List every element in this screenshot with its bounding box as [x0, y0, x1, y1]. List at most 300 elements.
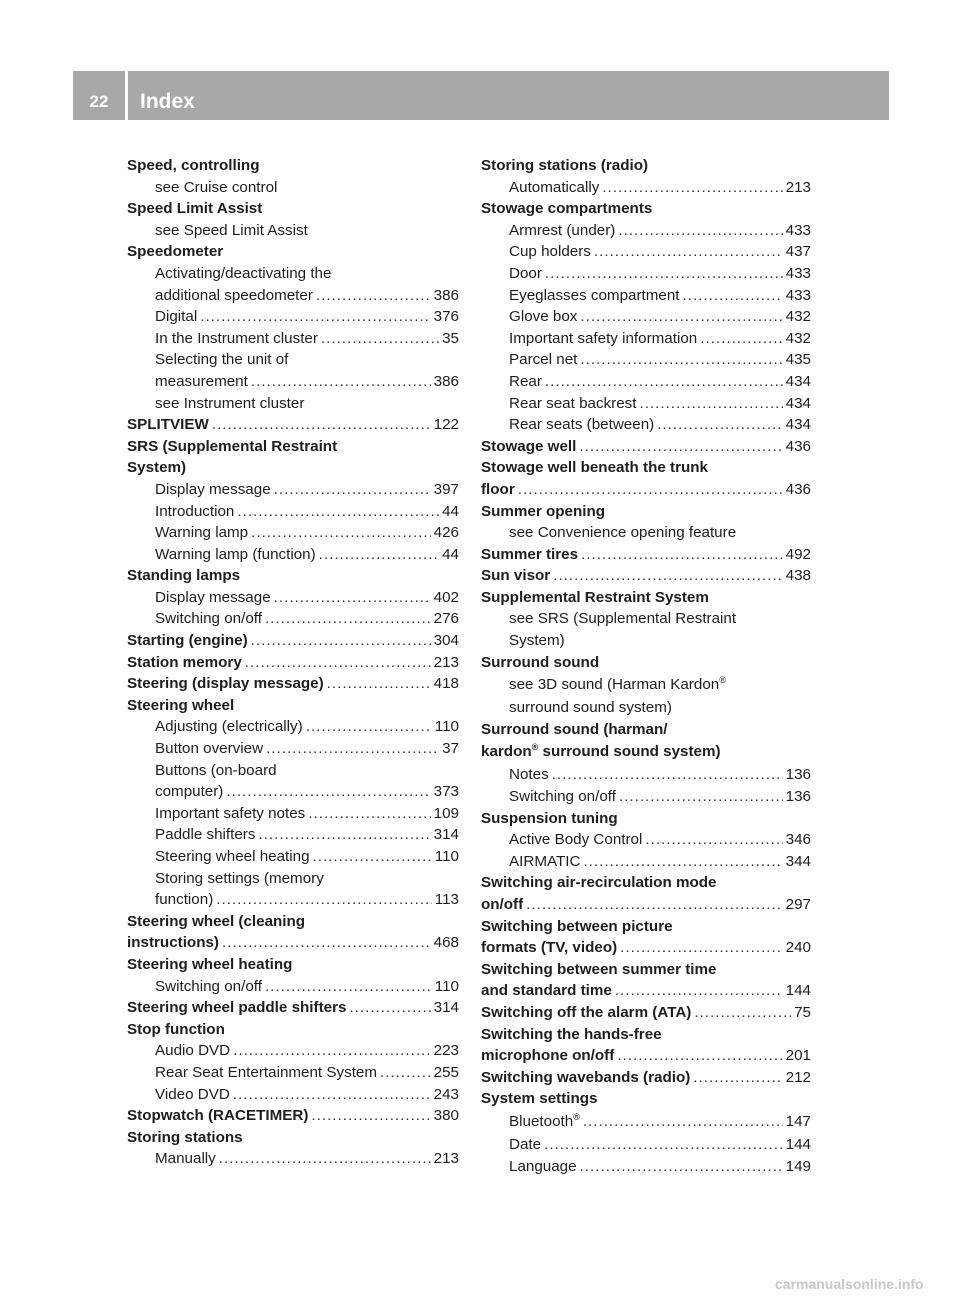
entry-label: Stop function	[127, 1020, 225, 1038]
index-subentry	[127, 868, 459, 890]
index-entry	[127, 911, 459, 933]
page-reference: 213	[433, 1150, 459, 1168]
entry-label: Rear	[509, 372, 542, 390]
index-entry	[481, 872, 811, 894]
page-reference: 434	[785, 394, 811, 412]
index-entry	[127, 414, 459, 436]
index-subentry	[481, 414, 811, 436]
entry-label: Speedometer	[127, 243, 224, 261]
entry-label: Digital	[155, 308, 198, 326]
index-subentry	[127, 760, 459, 782]
page-number: 22	[89, 92, 109, 111]
leader-dots	[233, 1084, 431, 1106]
entry-label: Language	[509, 1157, 577, 1175]
index-entry	[481, 501, 811, 523]
leader-dots	[216, 889, 432, 911]
index-entry	[481, 479, 811, 501]
leader-dots	[265, 608, 431, 630]
page-reference: 418	[433, 675, 459, 693]
index-entry	[481, 1067, 811, 1089]
entry-label: Eyeglasses compartment	[509, 286, 680, 304]
index-entry	[127, 695, 459, 717]
entry-label: computer)	[155, 783, 224, 801]
index-entry	[481, 1088, 811, 1110]
index-entry	[481, 719, 811, 741]
index-entry	[481, 198, 811, 220]
leader-dots	[694, 1002, 791, 1024]
entry-label: Bluetooth®	[509, 1111, 580, 1130]
index-subentry	[481, 263, 811, 285]
entry-label: Suspension tuning	[481, 809, 618, 827]
index-entry	[127, 652, 459, 674]
leader-dots	[700, 328, 782, 350]
index-subentry	[127, 349, 459, 371]
page-reference: 344	[785, 852, 811, 870]
entry-label: surround sound system)	[509, 699, 672, 717]
index-column-left	[127, 155, 459, 1170]
entry-label: on/off	[481, 896, 524, 913]
leader-dots	[311, 1105, 430, 1127]
entry-label: Stopwatch (RACETIMER)	[127, 1107, 309, 1125]
entry-label: see SRS (Supplemental Restraint	[509, 610, 737, 628]
entry-label: SRS (Supplemental Restraint	[127, 437, 338, 455]
leader-dots	[545, 371, 783, 393]
page-reference: 37	[442, 740, 459, 758]
entry-label: Display message	[155, 480, 271, 498]
index-subentry	[127, 393, 459, 415]
entry-label: SPLITVIEW	[127, 416, 209, 434]
entry-label: Steering wheel heating	[155, 848, 310, 865]
entry-label: Notes	[509, 766, 549, 784]
entry-label: Adjusting (electrically)	[155, 718, 303, 736]
page-reference: 304	[433, 632, 459, 650]
index-subentry	[127, 608, 459, 630]
entry-label: Sun visor	[481, 567, 551, 585]
leader-dots	[583, 851, 782, 873]
entry-label: Manually	[155, 1150, 216, 1168]
entry-label: microphone on/off	[481, 1047, 615, 1065]
entry-label: see Cruise control	[155, 178, 278, 196]
index-entry	[127, 457, 459, 479]
index-entry	[481, 565, 811, 587]
page-reference: 144	[785, 1135, 811, 1153]
page-reference: 110	[434, 848, 459, 865]
entry-label: Warning lamp (function)	[155, 545, 316, 563]
leader-dots	[580, 306, 782, 328]
index-subentry	[127, 479, 459, 501]
index-subentry	[481, 241, 811, 263]
entry-label: Storing stations	[127, 1128, 243, 1146]
entry-label: Rear Seat Entertainment System	[155, 1063, 378, 1081]
entry-label: Steering wheel heating	[127, 955, 293, 973]
entry-label: Date	[509, 1135, 542, 1153]
index-entry	[481, 587, 811, 609]
index-subentry	[127, 824, 459, 846]
index-subentry	[127, 220, 459, 242]
page-reference: 255	[433, 1063, 459, 1081]
leader-dots	[553, 565, 782, 587]
index-entry	[127, 241, 459, 263]
entry-label: instructions)	[127, 934, 219, 952]
leader-dots	[321, 328, 439, 350]
index-subentry	[127, 522, 459, 544]
entry-label: Active Body Control	[509, 831, 643, 849]
page-reference: 201	[785, 1047, 811, 1065]
entry-label: Starting (engine)	[127, 632, 248, 650]
index-subentry	[481, 371, 811, 393]
page-reference: 386	[433, 372, 459, 390]
page-reference: 468	[433, 934, 459, 952]
entry-label: Storing settings (memory	[155, 869, 324, 887]
entry-label: see 3D sound (Harman Kardon®	[509, 675, 726, 694]
index-entry	[127, 436, 459, 458]
entry-label: Steering wheel	[127, 696, 235, 714]
index-subentry	[127, 846, 459, 868]
page-reference: 434	[785, 372, 811, 390]
leader-dots	[615, 980, 783, 1002]
leader-dots	[274, 479, 431, 501]
leader-dots	[619, 786, 783, 808]
index-entry	[127, 198, 459, 220]
entry-label: Stowage well	[481, 437, 577, 455]
leader-dots	[222, 932, 431, 954]
page-reference: 213	[785, 178, 811, 196]
index-subentry	[127, 976, 459, 998]
entry-label: Switching between summer time	[481, 960, 717, 978]
index-subentry	[127, 328, 459, 350]
page-reference: 243	[433, 1085, 459, 1103]
page-reference: 147	[785, 1112, 811, 1130]
index-entry	[481, 1024, 811, 1046]
entry-label: Rear seats (between)	[509, 416, 655, 434]
index-subentry	[127, 177, 459, 199]
entry-label: Warning lamp	[155, 524, 249, 542]
page-reference: 346	[785, 831, 811, 849]
page-reference: 122	[433, 416, 459, 434]
entry-label: Switching air-recirculation mode	[481, 874, 717, 892]
index-entry	[481, 959, 811, 981]
entry-label: Station memory	[127, 653, 242, 671]
entry-label: see Instrument cluster	[155, 394, 305, 412]
index-subentry	[127, 263, 459, 285]
page-reference: 437	[785, 243, 811, 261]
leader-dots	[349, 997, 430, 1019]
leader-dots	[233, 1040, 431, 1062]
index-entry	[127, 1019, 459, 1041]
leader-dots	[308, 803, 430, 825]
leader-dots	[645, 829, 782, 851]
entry-label: Introduction	[155, 502, 235, 520]
entry-label: System)	[509, 632, 565, 650]
index-entry	[127, 565, 459, 587]
leader-dots	[657, 414, 782, 436]
leader-dots	[580, 349, 782, 371]
leader-dots	[380, 1062, 431, 1084]
entry-label: Button overview	[155, 740, 264, 758]
index-entry	[481, 808, 811, 830]
page-reference: 149	[785, 1157, 811, 1175]
index-subentry	[127, 889, 459, 911]
leader-dots	[526, 894, 782, 916]
leader-dots	[327, 673, 431, 695]
index-entry	[481, 652, 811, 674]
page-reference: 297	[785, 896, 811, 913]
page-reference: 44	[442, 545, 459, 563]
entry-label: Cup holders	[509, 243, 591, 261]
index-subentry	[481, 630, 811, 652]
index-subentry	[481, 608, 811, 630]
page-reference: 44	[442, 502, 459, 520]
page-reference: 436	[785, 437, 811, 455]
entry-label: see Convenience opening feature	[509, 524, 737, 542]
index-entry	[481, 155, 811, 177]
index-subentry	[481, 349, 811, 371]
leader-dots	[579, 436, 782, 458]
entry-label: Rear seat backrest	[509, 394, 637, 412]
index-subentry	[127, 371, 459, 393]
section-title: Index	[140, 90, 195, 113]
entry-label: Storing stations (radio)	[481, 157, 649, 174]
page-reference: 376	[433, 308, 459, 326]
leader-dots	[581, 544, 783, 566]
page-reference: 110	[434, 977, 459, 995]
index-subentry	[481, 764, 811, 786]
entry-label: Selecting the unit of	[155, 351, 289, 369]
page-reference: 75	[794, 1003, 811, 1021]
watermark: carmanualsonline.info	[775, 1276, 924, 1292]
page-reference: 276	[433, 610, 459, 628]
index-subentry	[127, 306, 459, 328]
header-bar	[73, 71, 889, 120]
page-reference: 433	[785, 221, 811, 239]
leader-dots	[602, 177, 782, 199]
page-reference: 426	[433, 524, 459, 542]
page-reference: 386	[433, 286, 459, 304]
index-subentry	[127, 716, 459, 738]
leader-dots	[618, 220, 782, 242]
page-reference: 380	[433, 1107, 459, 1125]
page-reference: 432	[785, 329, 811, 347]
leader-dots	[274, 587, 431, 609]
leader-dots	[266, 738, 439, 760]
index-entry	[481, 1002, 811, 1024]
entry-label: Switching on/off	[509, 788, 616, 806]
index-subentry	[481, 829, 811, 851]
entry-label: Audio DVD	[155, 1042, 231, 1060]
leader-dots	[544, 1134, 783, 1156]
entry-label: and standard time	[481, 982, 612, 1000]
index-subentry	[127, 1084, 459, 1106]
entry-label: measurement	[155, 372, 248, 390]
leader-dots	[316, 285, 431, 307]
index-subentry	[127, 1040, 459, 1062]
entry-label: Standing lamps	[127, 567, 241, 585]
index-subentry	[481, 673, 811, 697]
index-subentry	[127, 1148, 459, 1170]
index-entry	[481, 916, 811, 938]
index-subentry	[481, 786, 811, 808]
index-subentry	[481, 697, 811, 719]
page-reference: 433	[785, 286, 811, 304]
entry-label: floor	[481, 480, 515, 498]
index-entry	[127, 1127, 459, 1149]
page-reference: 212	[785, 1068, 811, 1086]
entry-label: Parcel net	[509, 351, 578, 369]
index-entry	[127, 155, 459, 177]
index-entry	[127, 997, 459, 1019]
page-reference: 110	[434, 718, 459, 736]
entry-label: function)	[155, 891, 214, 909]
index-subentry	[481, 220, 811, 242]
entry-label: Stowage compartments	[481, 200, 653, 218]
index-entry	[127, 673, 459, 695]
leader-dots	[594, 241, 783, 263]
index-subentry	[481, 1156, 811, 1178]
page-reference: 402	[433, 588, 459, 606]
entry-label: see Speed Limit Assist	[155, 221, 308, 239]
page-reference: 109	[433, 804, 459, 822]
index-entry	[481, 740, 811, 764]
leader-dots	[518, 479, 783, 501]
entry-label: Automatically	[509, 178, 600, 196]
leader-dots	[306, 716, 432, 738]
index-entry	[481, 457, 811, 479]
index-subentry	[127, 285, 459, 307]
header-divider	[125, 71, 128, 120]
leader-dots	[265, 976, 432, 998]
page-reference: 314	[433, 999, 459, 1017]
page-reference: 136	[785, 766, 811, 784]
index-subentry	[127, 587, 459, 609]
leader-dots	[683, 285, 783, 307]
entry-label: Surround sound	[481, 653, 600, 671]
leader-dots	[251, 522, 431, 544]
entry-label: Video DVD	[155, 1085, 230, 1103]
index-subentry	[127, 781, 459, 803]
entry-label: Steering wheel (cleaning	[127, 912, 306, 930]
entry-label: Switching the hands-free	[481, 1025, 662, 1043]
leader-dots	[226, 781, 430, 803]
index-subentry	[481, 177, 811, 199]
page-reference: 314	[433, 826, 459, 844]
leader-dots	[620, 937, 783, 959]
leader-dots	[545, 263, 783, 285]
index-entry	[481, 1045, 811, 1067]
index-subentry	[127, 738, 459, 760]
index-subentry	[127, 501, 459, 523]
leader-dots	[639, 393, 782, 415]
entry-label: System)	[127, 459, 187, 477]
entry-label: Speed Limit Assist	[127, 200, 263, 218]
entry-label: additional speedometer	[155, 286, 313, 304]
page-reference: 113	[434, 891, 459, 909]
index-column-right	[481, 155, 811, 1177]
entry-label: In the Instrument cluster	[155, 329, 318, 347]
leader-dots	[245, 652, 431, 674]
leader-dots	[617, 1045, 782, 1067]
leader-dots	[251, 371, 431, 393]
page-reference: 434	[785, 416, 811, 434]
page-reference: 144	[785, 982, 811, 1000]
page-reference: 433	[785, 264, 811, 282]
page-reference: 223	[433, 1042, 459, 1060]
page-reference: 35	[442, 329, 459, 347]
leader-dots	[552, 764, 783, 786]
index-subentry	[127, 803, 459, 825]
entry-label: Stowage well beneath the trunk	[481, 459, 709, 477]
entry-label: Important safety notes	[155, 804, 306, 822]
index-subentry	[481, 522, 811, 544]
page-reference: 240	[785, 939, 811, 957]
entry-label: Important safety information	[509, 329, 698, 347]
entry-label: Surround sound (harman/	[481, 720, 668, 738]
entry-label: Summer tires	[481, 545, 579, 563]
entry-label: Steering (display message)	[127, 675, 324, 693]
entry-label: Steering wheel paddle shifters	[127, 999, 347, 1017]
index-entry	[127, 630, 459, 652]
index-subentry	[481, 393, 811, 415]
leader-dots	[200, 306, 430, 328]
index-entry	[127, 1105, 459, 1127]
index-entry	[127, 932, 459, 954]
entry-label: Supplemental Restraint System	[481, 588, 709, 606]
entry-label: kardon® surround sound system)	[481, 742, 721, 761]
entry-label: Summer opening	[481, 502, 606, 520]
index-subentry	[127, 1062, 459, 1084]
leader-dots	[313, 846, 432, 868]
entry-label: Glove box	[509, 308, 578, 326]
index-entry	[481, 937, 811, 959]
index-entry	[481, 436, 811, 458]
leader-dots	[258, 824, 430, 846]
entry-label: System settings	[481, 1090, 598, 1108]
leader-dots	[693, 1067, 782, 1089]
page-reference: 136	[785, 788, 811, 806]
entry-label: Switching wavebands (radio)	[481, 1068, 691, 1086]
page-reference: 213	[433, 653, 459, 671]
entry-label: Activating/deactivating the	[155, 264, 332, 282]
leader-dots	[237, 501, 439, 523]
page-reference: 435	[785, 351, 811, 369]
leader-dots	[212, 414, 431, 436]
page-reference: 432	[785, 308, 811, 326]
index-subentry	[481, 1134, 811, 1156]
entry-label: Speed, controlling	[127, 157, 260, 174]
entry-label: Switching on/off	[155, 610, 262, 628]
index-subentry	[481, 306, 811, 328]
page-reference: 436	[785, 480, 811, 498]
entry-label: Armrest (under)	[509, 221, 616, 239]
index-subentry	[481, 285, 811, 307]
index-subentry	[127, 544, 459, 566]
leader-dots	[319, 544, 439, 566]
entry-label: Paddle shifters	[155, 826, 256, 844]
index-entry	[481, 544, 811, 566]
index-subentry	[481, 1110, 811, 1134]
entry-label: Display message	[155, 588, 271, 606]
entry-label: formats (TV, video)	[481, 939, 618, 957]
entry-label: Switching between picture	[481, 917, 673, 935]
index-entry	[481, 894, 811, 916]
entry-label: AIRMATIC	[509, 852, 581, 870]
index-entry	[481, 980, 811, 1002]
index-entry	[127, 954, 459, 976]
entry-label: Door	[509, 264, 542, 282]
page-reference: 492	[785, 545, 811, 563]
page-reference: 397	[433, 480, 459, 498]
leader-dots	[583, 1110, 783, 1134]
leader-dots	[580, 1156, 783, 1178]
